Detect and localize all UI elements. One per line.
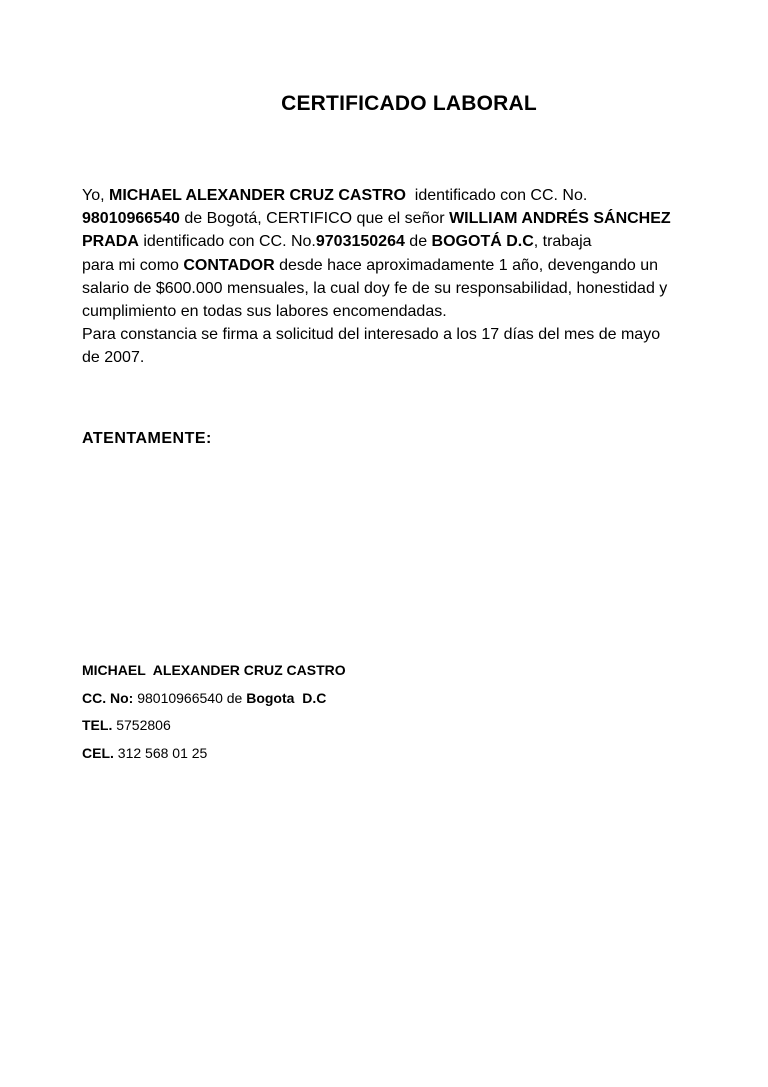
paragraph-line-6: cumplimiento en todas sus labores encomendadas. [82, 303, 447, 321]
paragraph-line-2 [82, 207, 702, 230]
document-title [0, 92, 768, 116]
signer-cc [82, 685, 346, 713]
cc-label: CC. No: [82, 689, 134, 706]
job-title: CONTADOR [183, 256, 275, 274]
certificate-paragraph [82, 184, 702, 370]
cc-city: Bogota D.C [246, 689, 327, 706]
cc-value: 98010966540 de [133, 689, 247, 706]
employee-city: BOGOTÁ D.C [431, 233, 534, 251]
text-run: , trabaja [533, 233, 592, 251]
text-run: Yo, [82, 187, 109, 204]
signer-cel [82, 740, 346, 768]
paragraph-line-3 [82, 230, 702, 253]
text-run: desde hace aproximadamente 1 año, devengando un [274, 256, 659, 274]
paragraph-line-8: de 2007. [82, 349, 145, 367]
text-run: identificado con CC. No. [405, 187, 588, 204]
text-run: identificado con CC. No. [138, 233, 316, 251]
cel-label: CEL. [82, 744, 114, 761]
employee-name: WILLIAM ANDRÉS SÁNCHEZ [449, 210, 671, 228]
signer-name: MICHAEL ALEXANDER CRUZ CASTRO [82, 662, 346, 678]
certifier-name: MICHAEL ALEXANDER CRUZ CASTRO [109, 187, 406, 204]
employee-id: 9703150264 [315, 233, 405, 251]
paragraph-line-5: salario de $600.000 mensuales, la cual doy fe de su responsabilidad, honestidad y [82, 279, 668, 297]
employee-surname: PRADA [82, 233, 139, 251]
paragraph-line-1 [82, 184, 702, 207]
text-run: para mi como [82, 256, 184, 274]
paragraph-line-7: Para constancia se firma a solicitud del interesado a los 17 días del mes de mayo [82, 326, 661, 344]
signature-block [82, 657, 346, 767]
tel-label: TEL. [82, 717, 113, 734]
title-text: CERTIFICADO LABORAL [281, 92, 537, 115]
closing-text: ATENTAMENTE: [82, 430, 212, 447]
signer-tel [82, 712, 346, 740]
cel-value: 312 568 01 25 [113, 744, 208, 761]
tel-value: 5752806 [112, 717, 171, 734]
text-run: de Bogotá, CERTIFICO que el señor [179, 210, 450, 228]
certifier-id: 98010966540 [82, 210, 180, 228]
paragraph-line-4 [82, 254, 702, 277]
text-run: de [404, 233, 432, 251]
